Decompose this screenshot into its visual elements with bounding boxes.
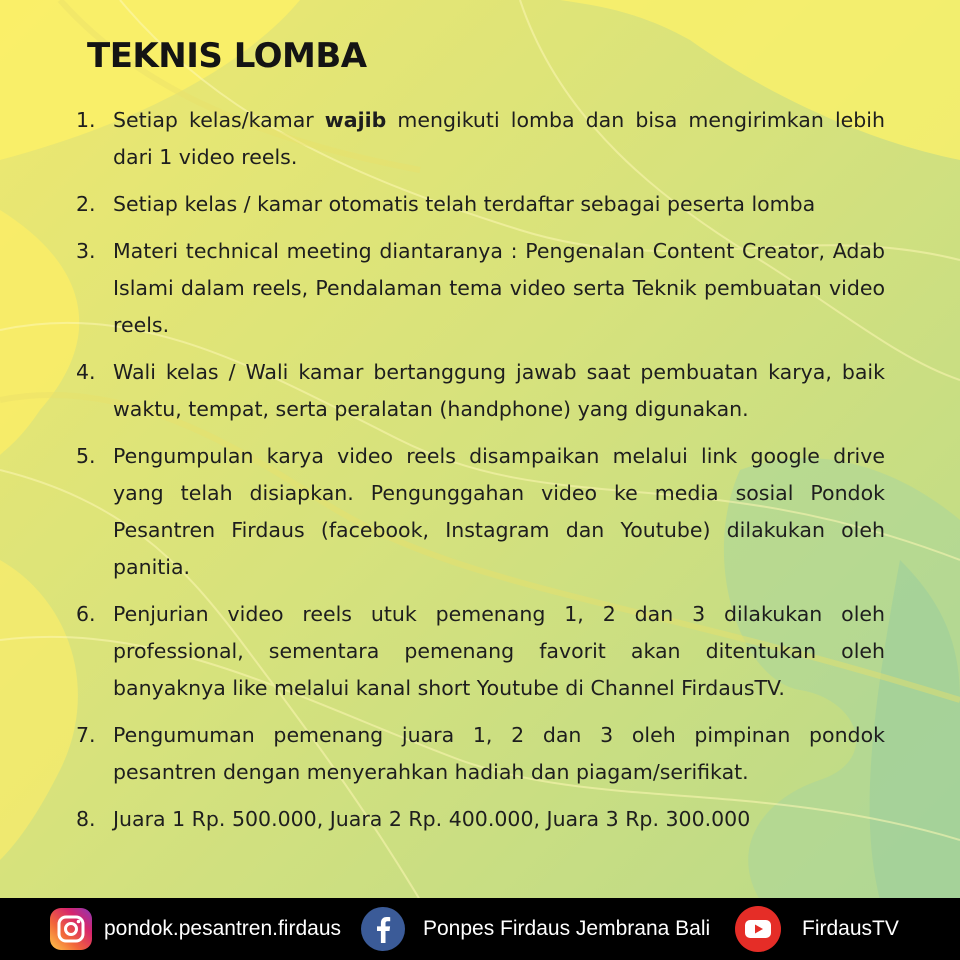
rule-item <box>76 717 885 791</box>
rule-number: 2. <box>76 192 96 216</box>
rule-text-emphasis: wajib <box>324 108 387 132</box>
rule-text: Pengumpulan karya video reels disampaikan melalui link google drive yang telah disiapkan. Pengunggahan video ke media sosial Pondok Pesantren Firdaus (facebook, Instagram dan Youtube) dilakukan oleh panitia. <box>113 444 885 579</box>
page-title: TEKNIS LOMBA <box>87 36 367 76</box>
youtube-icon <box>734 905 782 953</box>
rule-text: Setiap kelas / kamar otomatis telah terdaftar sebagai peserta lomba <box>113 192 816 216</box>
rule-number: 5. <box>76 444 96 468</box>
rule-number: 6. <box>76 602 96 626</box>
social-footer <box>0 898 960 960</box>
rule-number: 8. <box>76 807 96 831</box>
rule-text-end: mengikuti lomba dan bisa mengirimkan lebih dari 1 video reels. <box>113 108 885 169</box>
rule-item <box>76 438 885 586</box>
rule-item <box>76 233 885 344</box>
rule-item <box>76 354 885 428</box>
rule-text-start: Setiap kelas/kamar <box>113 108 325 132</box>
instagram-icon <box>49 907 93 951</box>
rule-item <box>76 102 885 176</box>
rules-list <box>76 102 885 848</box>
rule-text: Pengumuman pemenang juara 1, 2 dan 3 oleh pimpinan pondok pesantren dengan menyerahkan hadiah dan piagam/serifikat. <box>113 723 885 784</box>
youtube-channel-name: FirdausTV <box>802 917 899 940</box>
rule-number: 1. <box>76 108 96 132</box>
rule-item <box>76 596 885 707</box>
rule-item <box>76 801 885 838</box>
rule-text: Juara 1 Rp. 500.000, Juara 2 Rp. 400.000, Juara 3 Rp. 300.000 <box>113 807 751 831</box>
youtube-link[interactable] <box>734 898 899 960</box>
rule-text: Wali kelas / Wali kamar bertanggung jawab saat pembuatan karya, baik waktu, tempat, serta peralatan (handphone) yang digunakan. <box>113 360 885 421</box>
instagram-link[interactable] <box>49 898 341 960</box>
rule-text: Penjurian video reels utuk pemenang 1, 2 dan 3 dilakukan oleh professional, sementara pemenang favorit akan ditentukan oleh banyaknya like melalui kanal short Youtube di Channel FirdausTV. <box>113 602 885 700</box>
facebook-icon <box>360 906 406 952</box>
rule-number: 4. <box>76 360 96 384</box>
rule-text: Materi technical meeting diantaranya : Pengenalan Content Creator, Adab Islami dalam reels, Pendalaman tema video serta Teknik pembuatan video reels. <box>113 239 885 337</box>
rule-number: 7. <box>76 723 96 747</box>
instagram-handle: pondok.pesantren.firdaus <box>104 917 341 940</box>
rule-item <box>76 186 885 223</box>
rule-number: 3. <box>76 239 96 263</box>
facebook-link[interactable] <box>360 898 710 960</box>
facebook-page-name: Ponpes Firdaus Jembrana Bali <box>423 917 711 940</box>
